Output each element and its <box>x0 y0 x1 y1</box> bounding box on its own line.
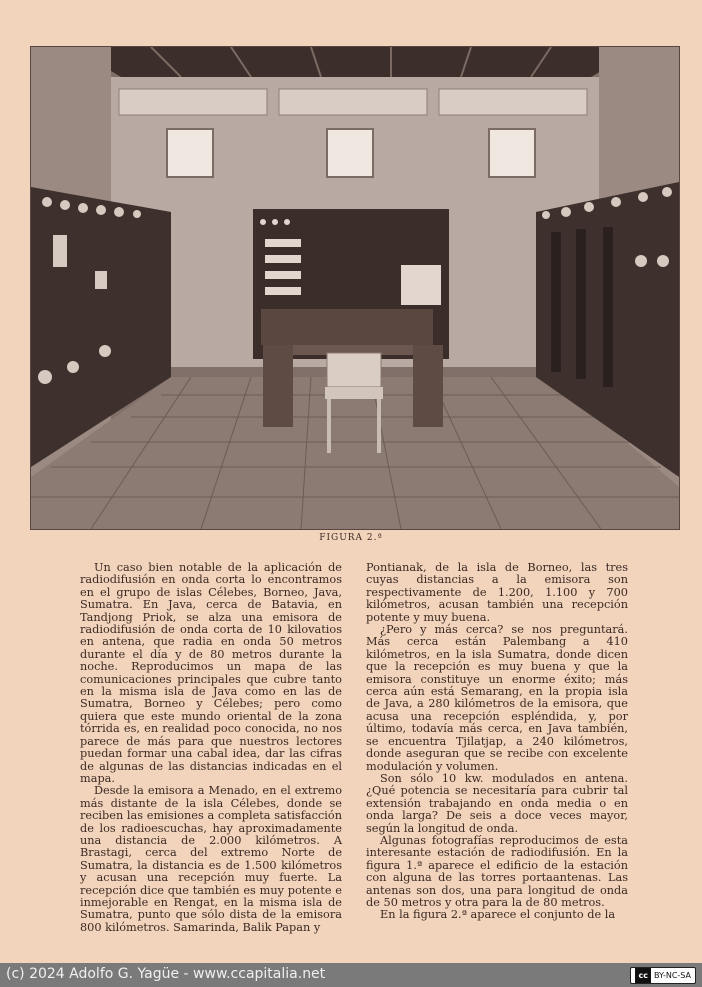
paragraph: ¿Pero y más cerca? se nos preguntará. Más cerca están Palembang a 410 kilómetros, en la isla Sumatra, donde dicen que la recepción es muy buena y que la emisora constituye un enorme éxito; más cerca aún está Semarang, en la propia isla de Java, a 280 kilómetros de la emisora, que acusa una recepción espléndida, y, por último, todavía más cerca, en Java también, se encuentra Tjilatjap, a 240 kilómetros, donde aseguran que se recibe con excelente modulación y volumen. <box>366 623 628 773</box>
transmitter-room-photo <box>30 46 680 530</box>
license-text: BY-NC-SA <box>653 971 691 980</box>
article-column-left <box>80 562 342 934</box>
paragraph: Un caso bien notable de la aplicación de radiodifusión en onda corta lo encontramos en el grupo de islas Célebes, Borneo, Java, Sumatra. En Java, cerca de Batavia, en Tandjong Priok, se alza una emisora de radiodifusión de onda corta de 10 kilovatios en antena, que radia en onda 50 metros durante el día y de 80 metros durante la noche. Reproducimos un mapa de las comunicaciones principales que cubre tanto en la misma isla de Java como en las de Sumatra, Borneo y Célebes; pero como quiera que este mundo oriental de la zona tórrida es, en realidad poco conocida, no nos parece de más para que nuestros lectores puedan formar una cabal idea, dar las cifras de algunas de las distancias indicadas en el mapa. <box>80 561 342 785</box>
paragraph: Son sólo 10 kw. modulados en antena. ¿Qué potencia se necesitaría para cubrir tal extensión trabajando en onda media o en onda larga? De seis a doce veces mayor, según la longitud de onda. <box>366 771 628 835</box>
figure-caption: FIGURA 2.ª <box>319 533 383 543</box>
copyright-text[interactable]: (c) 2024 Adolfo G. Yagüe - www.ccapitalia.net <box>6 966 326 982</box>
article-column-right <box>366 562 628 922</box>
paragraph: En la figura 2.ª aparece el conjunto de la <box>380 908 616 922</box>
creative-commons-icon: cc <box>635 968 650 983</box>
photo-illustration <box>31 47 679 529</box>
paragraph: Pontianak, de la isla de Borneo, las tres cuyas distancias a la emisora son respectivamente de 1.200, 1.100 y 700 kilómetros, acusan también una recepción potente y muy buena. <box>366 561 628 624</box>
copyright-footer <box>0 963 702 987</box>
paragraph: Desde la emisora a Menado, en el extremo más distante de la isla Célebes, donde se reciben las emisiones a completa satisfacción de los radioescuchas, hay aproximadamente una distancia de 2.000 kilómetros. A Brastagi, cerca del extremo Norte de Sumatra, la distancia es de 1.500 kilómetros y acusan una recepción muy fuerte. La recepción dice que también es muy potente e inmejorable en Rengat, en la misma isla de Sumatra, punto que sólo dista de la emisora 800 kilómetros. Samarinda, Balik Papan y <box>80 784 342 934</box>
paragraph: Algunas fotografías reproducimos de esta interesante estación de radiodifusión. En la figura 1.ª aparece el edificio de la estación con alguna de las torres portaantenas. Las antenas son dos, una para longitud de onda de 50 metros y otra para la de 80 metros. <box>366 833 628 909</box>
license-badge[interactable] <box>630 967 696 984</box>
